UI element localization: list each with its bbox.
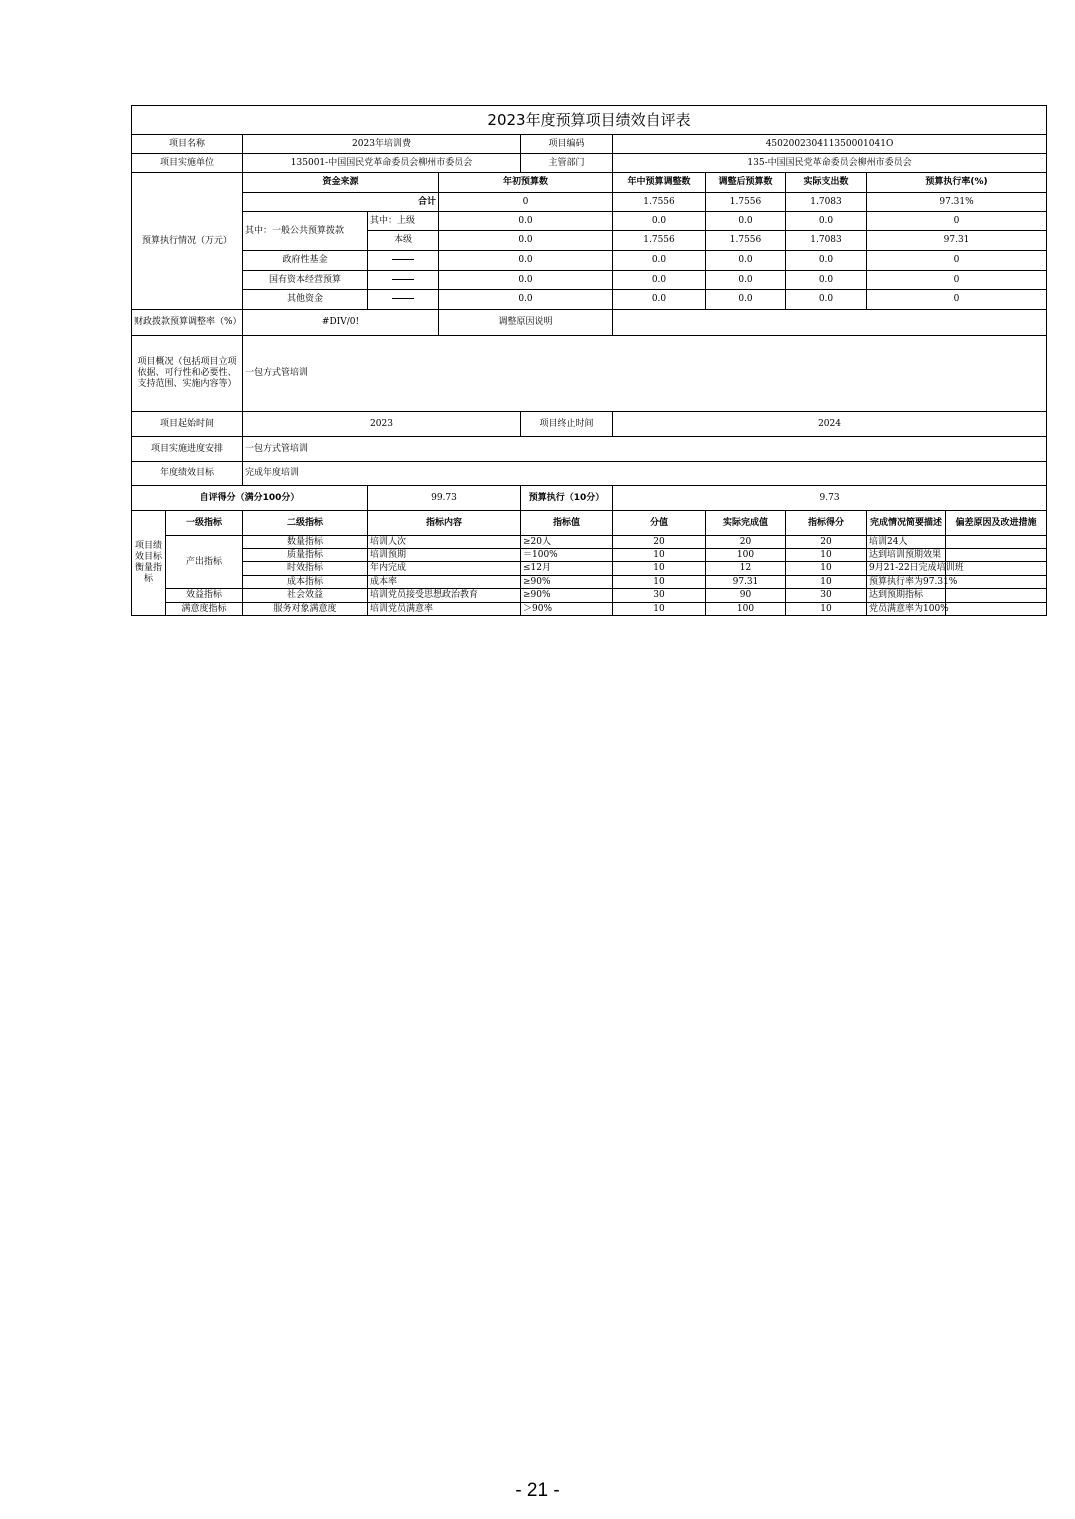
ind-value: ≥20人 <box>521 536 613 549</box>
ind-desc: 9月21-22日完成培训班 <box>869 563 964 573</box>
end-label: 项目终止时间 <box>521 412 613 437</box>
evaluation-table <box>131 105 1047 616</box>
dash-divider <box>368 271 439 290</box>
indicator-side-label: 项目绩效目标衡量指标 <box>132 511 166 616</box>
header-fund-source: 资金来源 <box>243 173 439 193</box>
ind-level2: 数量指标 <box>243 536 368 549</box>
ind-value: ≤12月 <box>521 562 613 576</box>
header-actual-spend: 实际支出数 <box>786 173 867 193</box>
goal-text: 完成年度培训 <box>243 462 1047 486</box>
general-budget-label: 其中：一般公共预算拨款 <box>243 212 368 251</box>
progress-label: 项目实施进度安排 <box>132 437 243 462</box>
ind-points: 30 <box>613 589 706 603</box>
ind-actual: 97.31 <box>706 576 786 589</box>
gov-fund-adjusted: 0.0 <box>706 251 786 271</box>
project-code-label: 项目编码 <box>521 135 613 154</box>
header-initial-budget: 年初预算数 <box>439 173 613 193</box>
total-label: 合计 <box>243 193 439 212</box>
ind-actual: 100 <box>706 549 786 562</box>
ind-content: 培训预期 <box>368 549 521 562</box>
local-actual: 1.7083 <box>786 231 867 251</box>
ind-header-content: 指标内容 <box>368 511 521 536</box>
ind-level2: 时效指标 <box>243 562 368 576</box>
local-rate: 97.31 <box>867 231 1047 251</box>
ind-content: 成本率 <box>368 576 521 589</box>
upper-label: 其中：上级 <box>368 212 439 231</box>
local-midyear: 1.7556 <box>613 231 706 251</box>
ind-score: 20 <box>786 536 867 549</box>
local-label: 本级 <box>368 231 439 251</box>
ind-actual: 100 <box>706 603 786 616</box>
output-indicator-label: 产出指标 <box>166 536 243 589</box>
overview-label: 项目概况（包括项目立项依据、可行性和必要性、支持范围、实施内容等） <box>132 336 243 412</box>
adjust-reason-label: 调整原因说明 <box>439 310 613 336</box>
project-code: 450200230411350001041O <box>613 135 1047 154</box>
ind-header-value: 指标值 <box>521 511 613 536</box>
upper-adjusted: 0.0 <box>706 212 786 231</box>
ind-deviation <box>946 549 1047 562</box>
overview-text: 一包方式管培训 <box>243 336 1047 412</box>
ind-level2: 成本指标 <box>243 576 368 589</box>
ind-value: ≥90% <box>521 576 613 589</box>
unit: 135001-中国国民党革命委员会柳州市委员会 <box>243 154 521 173</box>
dept-label: 主管部门 <box>521 154 613 173</box>
satisfaction-indicator-label: 满意度指标 <box>166 603 243 616</box>
unit-label: 项目实施单位 <box>132 154 243 173</box>
ind-header-score: 指标得分 <box>786 511 867 536</box>
total-adjusted: 1.7556 <box>706 193 786 212</box>
project-name-label: 项目名称 <box>132 135 243 154</box>
gov-fund-label: 政府性基金 <box>243 251 368 271</box>
ind-content: 培训党员接受思想政治教育 <box>368 589 521 603</box>
upper-rate: 0 <box>867 212 1047 231</box>
local-initial: 0.0 <box>439 231 613 251</box>
ind-content: 年内完成 <box>368 562 521 576</box>
state-capital-rate: 0 <box>867 271 1047 290</box>
ind-desc: 达到预期指标 <box>869 590 924 600</box>
header-adjusted-budget: 调整后预算数 <box>706 173 786 193</box>
ind-score: 30 <box>786 589 867 603</box>
state-capital-midyear: 0.0 <box>613 271 706 290</box>
ind-header-actual: 实际完成值 <box>706 511 786 536</box>
header-exec-rate: 预算执行率(%) <box>867 173 1047 193</box>
gov-fund-rate: 0 <box>867 251 1047 271</box>
ind-deviation <box>946 576 1047 589</box>
ind-points: 10 <box>613 549 706 562</box>
start-label: 项目起始时间 <box>132 412 243 437</box>
ind-deviation <box>946 536 1047 549</box>
start-year: 2023 <box>243 412 521 437</box>
ind-deviation <box>946 603 1047 616</box>
dash-divider <box>368 290 439 310</box>
ind-desc: 党员满意率为100% <box>869 603 949 614</box>
exec-score-label: 预算执行（10分） <box>521 486 613 511</box>
page-title: 2023年度预算项目绩效自评表 <box>132 106 1047 135</box>
state-capital-initial: 0.0 <box>439 271 613 290</box>
ind-actual: 20 <box>706 536 786 549</box>
ind-score: 10 <box>786 562 867 576</box>
ind-header-deviation: 偏差原因及改进措施 <box>946 511 1047 536</box>
adjust-reason <box>613 310 1047 336</box>
ind-header-level2: 二级指标 <box>243 511 368 536</box>
total-rate: 97.31% <box>867 193 1047 212</box>
other-initial: 0.0 <box>439 290 613 310</box>
local-adjusted: 1.7556 <box>706 231 786 251</box>
ind-points: 10 <box>613 603 706 616</box>
header-midyear-adjust: 年中预算调整数 <box>613 173 706 193</box>
ind-points: 20 <box>613 536 706 549</box>
ind-content: 培训人次 <box>368 536 521 549</box>
ind-level2: 质量指标 <box>243 549 368 562</box>
self-score: 99.73 <box>368 486 521 511</box>
ind-actual: 90 <box>706 589 786 603</box>
ind-actual: 12 <box>706 562 786 576</box>
ind-content: 培训党员满意率 <box>368 603 521 616</box>
state-capital-adjusted: 0.0 <box>706 271 786 290</box>
dept: 135-中国国民党革命委员会柳州市委员会 <box>613 154 1047 173</box>
ind-header-level1: 一级指标 <box>166 511 243 536</box>
ind-points: 10 <box>613 576 706 589</box>
self-score-label: 自评得分（满分100分） <box>132 486 368 511</box>
other-rate: 0 <box>867 290 1047 310</box>
upper-actual: 0.0 <box>786 212 867 231</box>
total-initial: 0 <box>439 193 613 212</box>
gov-fund-actual: 0.0 <box>786 251 867 271</box>
ind-deviation <box>946 589 1047 603</box>
upper-midyear: 0.0 <box>613 212 706 231</box>
benefit-indicator-label: 效益指标 <box>166 589 243 603</box>
gov-fund-initial: 0.0 <box>439 251 613 271</box>
total-actual: 1.7083 <box>786 193 867 212</box>
ind-value: ＞90% <box>521 603 613 616</box>
ind-desc: 预算执行率为97.31% <box>869 576 958 587</box>
ind-header-points: 分值 <box>613 511 706 536</box>
total-midyear: 1.7556 <box>613 193 706 212</box>
other-fund-label: 其他资金 <box>243 290 368 310</box>
upper-initial: 0.0 <box>439 212 613 231</box>
gov-fund-midyear: 0.0 <box>613 251 706 271</box>
ind-score: 10 <box>786 549 867 562</box>
end-year: 2024 <box>613 412 1047 437</box>
ind-desc: 达到培训预期效果 <box>869 549 942 560</box>
ind-level2: 社会效益 <box>243 589 368 603</box>
adjust-rate-label: 财政拨款预算调整率（%） <box>132 310 243 336</box>
ind-value: ＝100% <box>521 549 613 562</box>
evaluation-sheet <box>131 105 1046 616</box>
other-midyear: 0.0 <box>613 290 706 310</box>
state-capital-label: 国有资本经营预算 <box>243 271 368 290</box>
ind-score: 10 <box>786 603 867 616</box>
progress-text: 一包方式管培训 <box>243 437 1047 462</box>
page-number: - 21 - <box>515 1480 560 1501</box>
ind-points: 10 <box>613 562 706 576</box>
ind-header-desc: 完成情况简要描述 <box>867 511 946 536</box>
dash-divider <box>368 251 439 271</box>
adjust-rate: #DIV/0! <box>243 310 439 336</box>
budget-section-label: 预算执行情况（万元） <box>132 173 243 310</box>
other-actual: 0.0 <box>786 290 867 310</box>
ind-desc: 培训24人 <box>869 536 908 547</box>
ind-value: ≥90% <box>521 589 613 603</box>
ind-level2: 服务对象满意度 <box>243 603 368 616</box>
other-adjusted: 0.0 <box>706 290 786 310</box>
project-name: 2023年培训费 <box>243 135 521 154</box>
state-capital-actual: 0.0 <box>786 271 867 290</box>
ind-score: 10 <box>786 576 867 589</box>
goal-label: 年度绩效目标 <box>132 462 243 486</box>
exec-score: 9.73 <box>613 486 1047 511</box>
